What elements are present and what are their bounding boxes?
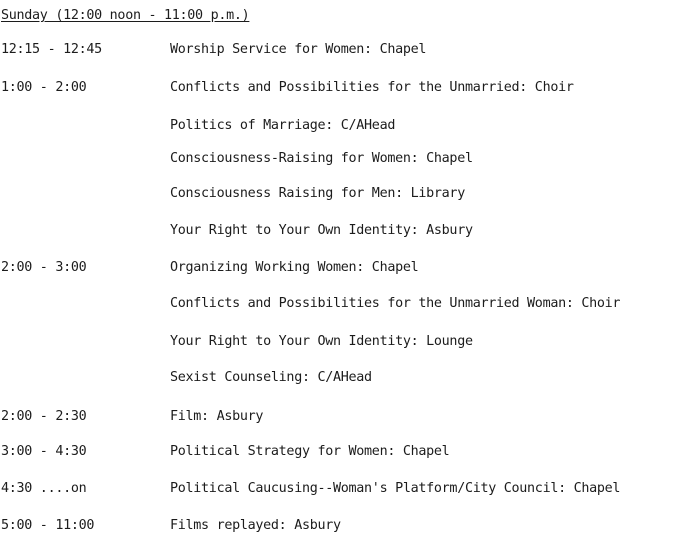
time-slot: 2:00 - 3:00 <box>1 260 87 275</box>
event-title: Film: Asbury <box>170 409 264 424</box>
event-title: Your Right to Your Own Identity: Lounge <box>170 334 473 349</box>
event-title: Political Caucusing--Woman's Platform/City Council: Chapel <box>170 481 621 496</box>
event-title: Consciousness-Raising for Women: Chapel <box>170 151 473 166</box>
event-title: Sexist Counseling: C/AHead <box>170 370 372 385</box>
time-slot: 12:15 - 12:45 <box>1 42 102 57</box>
event-title: Consciousness Raising for Men: Library <box>170 186 465 201</box>
time-slot: 4:30 ....on <box>1 481 87 496</box>
time-slot: 5:00 - 11:00 <box>1 518 95 533</box>
event-title: Conflicts and Possibilities for the Unmarried: Choir <box>170 80 574 95</box>
event-title: Your Right to Your Own Identity: Asbury <box>170 223 473 238</box>
time-slot: 2:00 - 2:30 <box>1 409 87 424</box>
event-title: Worship Service for Women: Chapel <box>170 42 427 57</box>
event-title: Films replayed: Asbury <box>170 518 341 533</box>
event-title: Political Strategy for Women: Chapel <box>170 444 450 459</box>
time-slot: 3:00 - 4:30 <box>1 444 87 459</box>
event-title: Organizing Working Women: Chapel <box>170 260 419 275</box>
schedule-heading: Sunday (12:00 noon - 11:00 p.m.) <box>1 8 250 23</box>
event-title: Politics of Marriage: C/AHead <box>170 118 396 133</box>
time-slot: 1:00 - 2:00 <box>1 80 87 95</box>
event-title: Conflicts and Possibilities for the Unmarried Woman: Choir <box>170 296 621 311</box>
